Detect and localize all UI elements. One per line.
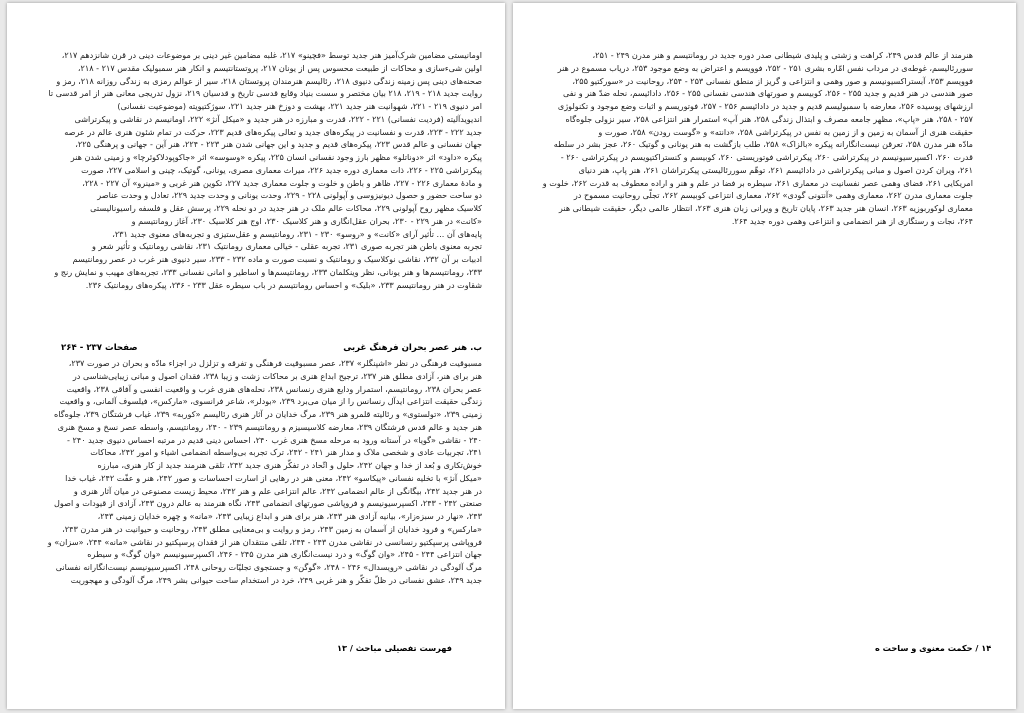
text-line: ۲۴۱، تجربیات عادی و شخصی ملاک و مدار هنر ۲۴۱ - ۲۴۲، ترک تجربه بی‌واسطه انضمامی اشیاء و امور ۲۴۲، محاکات <box>90 447 482 458</box>
text-line: پایه‌های آن ... تأثیر آرای «کانت» و «روسو» ۲۳۰ - ۲۳۱، رومانتیسم و عقل‌ستیزی و تجربه‌های معنوی جدید ۲۳۱، <box>112 228 482 239</box>
text-line: حقیقت هنری از آسمان به زمین و از زمین به نفس در پیکرتراشی ۲۵۸، «دانته» و «گوست رودن» ۲۵۸، صورت و <box>598 126 973 137</box>
text-line: هنر برای هنر، آزادی مطلق هنر ۲۳۷، ترجیح ابداع هنری بر محاکات زشت و زیبا ۲۳۸، فقدان اصول و مبانی زیبایی‌شناسی در <box>72 370 482 381</box>
section-heading-title: ب. هنر عصر بحران فرهنگ غربی <box>343 343 482 353</box>
text-line: «مارکس» و فرود خدایان از آسمان به زمین ۲۴۳، رمز و روایت و بی‌معنایی مطلق ۲۴۳، روحانیت و حیوانیت در هنر مدرن ۲۴۳، <box>62 523 482 534</box>
text-line: جدید ۲۴۹، عشق نفسانی در ظلّ تفکّر و هنر غربی ۲۴۹، خرد در استخدام ساحت حیوانی بشر ۲۴۹، مرگ آلودگی و مهجوریت <box>70 574 482 585</box>
text-line: صور هندسی در هنر قدیم و جدید ۲۵۵ - ۲۵۶، کوبیسم و صورتهای هندسی نفسانی ۲۵۵ - ۲۵۶، دادائیسم، نحله ضدّ هنر و نفی <box>563 88 973 99</box>
text-line: جهان نفسانی و عالم قدس ۲۲۳، پیکره‌های قدیم و جدید و این جهانی شدن هنر ۲۲۳ - ۲۲۴، هنر آین - جهانی و پرهنگی ۲۲۵، <box>75 139 482 150</box>
text-line: صنعتی ۲۴۲ - ۲۴۳، اکسپرسیونیسم و فروپاشی صورتهای انضمامی ۲۴۳، نگاه هنرمند به عالم درون ۲۴۳، آزادی از قیودات و اصول <box>54 498 482 509</box>
text-line: کلاسیک مظهر روح آپولونی ۲۲۹، محاکات عالم ملک در هنر جدید در دو نحله ۲۲۹، پرسش عقل و فلسفه راسیونالیستی <box>90 203 482 213</box>
text-line: هنر جدید و عالم قدس فرشتگان ۲۳۹، معارضه کلاسیسیزم و رومانتیسم ۲۳۹ - ۲۴۰، رومانتیسم، واسطه عصر نسخ و مسخ هنری <box>57 421 482 432</box>
text-line: خوش‌تکاری و بُعد از خدا و جهان ۲۴۲، حلول و اتّحاد در تفکّر هنری جدید ۲۴۲، تلقی هنرمند جدید از کار هنری، مبارزه <box>97 460 482 470</box>
text-line: ۲۴۳، «نهار در سبزه‌زار»، بیانیه آزادی هنر ۲۴۳، هنر برای هنر و ابداع زیبایی ۲۴۳، «مانه» و چهره خدایان زمینی ۲۴۳، <box>97 511 482 521</box>
text-line: در هنر جدید ۲۴۲، بیگانگی از عالم انضمامی ۲۴۲، عالم انتزاعی علم و هنر ۲۴۲، محیط زیست مصنوعی در میان آثار هنری و <box>73 485 482 496</box>
text-line: هنرمند از عالم قدس ۲۴۹، کراهت و زشتی و پلیدی شیطانی صدر دوره جدید در رومانتیسم و هنر مدرن ۲۴۹ - ۲۵۱، <box>592 50 973 60</box>
text-line: اولین شیء‌سازی و محاکات از طبیعت محسوس پس از یونان ۲۱۷، پروتستانتیسم و انکار هنر سمبولیک مقدس ۲۱۷ - ۲۱۸، <box>77 62 482 73</box>
right-paragraph-1 <box>542 49 973 228</box>
text-line: جلوت معماری مدرن ۲۶۲، معماری وهمی «آنتونی گودی» ۲۶۲، معماری انتزاعی کوبیسم ۲۶۲، تجلّی روحانیت مسموح در <box>573 190 973 201</box>
left-page-footer: فهرست تفصیلی مباحث / ۱۳ <box>337 643 453 653</box>
text-line: پیکره «داود» اثر «دوناتلو» مظهر بارز وجود نفسانی انسان ۲۲۵، پیکره «وسوسه» اثر «جاکوپودلاکوئرچا» و زمینی شدن هنر <box>70 152 482 162</box>
text-line: ارزشهای پوسیده ۲۵۶، معارضه با سمبولیسم قدیم و جدید در دادائیسم ۲۵۶ - ۲۵۷، فوتوریسم و اثبات وضع موجود و تکنولوژی <box>557 101 973 111</box>
text-line: ادبیات بر آن ۲۳۲، نقاشی نوکلاسیک و رومانتیک و نسبت صورت و ماده ۲۳۲ - ۲۳۳، سیر دنیوی هنر غرب در عصر رومانتیسم <box>72 254 482 264</box>
text-line: روایت جدید ۲۱۸ - ۲۱۹، ۲۱۸ بیان مختصر و سست بنیاد وقایع قدسی تاریخ و قدسیان ۲۱۹، نزول تدریجی معانی هنر از امر قدسی تا <box>48 88 482 99</box>
text-line: زمینی ۲۳۹، «تولستوی» و رئالیته قلمرو هنر ۲۳۹، مرگ خدایان در آثار هنری رئالیسم «کوربه» ۲۳۹، غیاب فرشتگان ۲۳۹، جلوه‌گاه <box>54 409 482 419</box>
left-paragraph-2 <box>47 357 482 587</box>
text-line: عصر بحران ۲۳۸، رومانتیسم، استمرار ودایع هنری رنسانس ۲۳۸، نحله‌های هنری غرب و واقعیت انفسی و آفاقی ۲۳۸، واقعیت <box>66 383 482 394</box>
section-heading <box>61 343 482 353</box>
text-line: «کانت» در هنر ۲۲۹ - ۲۳۰، بحران عقل‌انگاری و هنر کلاسیک ۲۳۰، اوج هنر کلاسیک ۲۳۰، آغاز رومانتیسم و <box>131 215 482 226</box>
text-line: مادّه هنر مدرن ۲۵۸، تعرقن نیست‌انگارانه پیکره «بالزاک» ۲۵۸، طلب بازگشت به هنر یونانی و گوتیک ۲۶۰، عجز بشر در سلطه <box>553 139 973 150</box>
section-heading-pages: صفحات ۲۳۷ - ۲۶۴ <box>61 343 138 353</box>
text-line: معماری لوکوربوزیه ۲۶۳، انسان هنر جدید ۲۶۳، پایان تاریخ و ویرانی زبان هنری ۲۶۳، انتظار عالمی دیگر، حقیقت شیطانی هنر <box>558 203 973 213</box>
text-line: اندیویدآلیته (فردیت نفسانی) ۲۲۱ - ۲۲۲، قدرت و مبارزه در هنر جدید و «میکل آنژ» ۲۲۲، اومانیسم در نقاشی و پیکرتراشی <box>74 113 482 124</box>
left-paragraph-1 <box>48 49 482 291</box>
text-line: امریکایی ۲۶۱، فضای وهمی عصر نفسانیت در معماری ۲۶۱، سیطره بر فضا در علم و هنر و اراده معطوف به قدرت ۲۶۲، خلوت و <box>542 177 973 188</box>
text-line: تجربه معنوی باطن هنر تجربه صوری ۲۳۱، تجربه عقلی - خیالی معماری رومانتیک ۲۳۱، نقاشی رومانتیک و تأثیر شعر و <box>91 241 482 252</box>
text-line: صحنه‌های دینی پس زمینه زندگی دنیوی ۲۱۸، رئالیسم هنرمندان پروتستان ۲۱۸، سیر از عوالم رمزی به زندگی روزانه ۲۱۸، رمز و <box>56 75 482 86</box>
text-line: شقاوت در هنر رومانتیسم ۲۳۳، «بلیک» و احساس رومانتیسم در باب سیطره عقل ۲۳۳ - ۲۳۶، پیکره‌های رومانتیک ۲۳۶. <box>85 279 482 290</box>
text-line: جهان انتزاعی ۲۴۴ - ۲۴۵، «وان گوگ» و درد نیست‌انگاری هنر مدرن ۲۴۵ - ۲۴۶، اکسپرسیونیسم «وان گوگ» و سیطره <box>87 549 482 560</box>
text-line: «میکل آنژ» با تخلیه نفسانی «پیکاسو» ۲۴۲، معنی هنر در رهایی از اسارت احساسات و صور ۲۴۲، هنر و عفّت ۲۴۲، غیاب خدا <box>65 472 482 483</box>
right-page <box>513 3 1016 709</box>
text-line: ۲۳۳، رومانتیسم‌ها و هنر یونانی، نظر وینکلمان ۲۳۳، رومانتیسم‌ها و اساطیر و امانی نفسانی ۲۳۳، تجربه‌های مهیب و نمایش رنج و <box>54 266 482 277</box>
text-line: امر دنیوی ۲۱۹ - ۲۲۱، شهوانیت هنر جدید ۲۲۱، بهشت و دوزخ هنر جدید ۲۲۱، سوژکتیویته (موضوعیت نفسانی) <box>117 101 482 111</box>
text-line: ۲۵۷ - ۲۵۸، هنر «پاپ»، مظهر جامعه مصرف و ابتذال زندگی ۲۵۸، هنر آپ» استمرار هنر انتزاعی ۲۵۸، سیر نزولی جلوه‌گاه <box>565 113 973 124</box>
text-line: زندگی حقیقت انتزاعی ایدآل رنسانس را از میان می‌برد ۲۳۹، «بودلر»، شاعر فرانسوی، «مارکس»، فیلسوف آلمانی، و واقعیت <box>59 396 482 407</box>
text-line: ۲۴۰ - نقاشی «گویا» در آستانه ورود به مرحله مسخ هنری غرب ۲۴۰، احساس دینی قدیم در مرتبه احساس دنیوی جدید ۲۴۰ - <box>67 434 482 445</box>
text-line: فروپاشی پرسپکتیو رنسانسی در نقاشی مدرن ۲۴۳ - ۲۴۴، تلقی منتقدان هنر از فقدان پرسپکتیو در نقاشی «مانه» ۲۴۴، «سزان» و <box>47 536 482 547</box>
text-line: سوررئالیسم، غوطه‌ی در مرداب نفس امّاره بشری ۲۵۱ - ۲۵۲، فوویسم و اعتراض به وضع موجود ۲۵۳، دریاب مسموع در هنر <box>557 62 973 73</box>
text-line: پیکرتراشی ۲۲۵ - ۲۲۶، ذات معماری دوره جدید ۲۲۶، میراث معماری مصری، یونانی، گوتیک، چینی و اسلامی ۲۲۷، صورت <box>81 164 482 175</box>
text-line: مرگ آلودگی در نقاشی «رویسدال» ۲۴۶ - ۲۴۸، «گوگن» و جستجوی تجلیّات روحانی ۲۴۸، اکسپرسیونیسم نیست‌انگارانه نفسانی <box>55 562 482 572</box>
right-page-footer: ۱۴ / حکمت معنوی و ساحت ه <box>875 643 992 653</box>
text-line: ۲۶۴، نجات و رستگاری از هنر انضمامی و انتزاعی وهمی دوره جدید ۲۶۴. <box>731 215 973 226</box>
text-line: دو ساحت حضور و حصول دیونیزوسی و آپولونی ۲۲۸ - ۲۲۹، وحدت یونانی و وحدت جدید ۲۲۹، تعادل و وحدت عناصر <box>97 190 482 201</box>
text-line: مسبوقیت فرهنگی در نظر «اشپنگلر» ۲۳۷، عصر مسبوقیت فرهنگی و تفرقه و تزلزل در اجزاء مادّه و بحران در صورت ۲۳۷، <box>68 358 482 368</box>
text-line: قدرت ۲۶۰، اکسپرسیونیسم در پیکرتراشی ۲۶۰، پیکرتراشی فوتوریستی ۲۶۰، کوبیسم و کنستراکتیویسم در پیکرتراشی ۲۶۰ - <box>560 152 973 162</box>
text-line: ۲۶۱، ویران کردن اصول و مبانی پیکرتراشی در دادائیسم ۲۶۱، توهّم سوررئالیستی پیکرتراشان ۲۶۱، هنر پاپ، هنر دنیای <box>578 164 973 175</box>
left-page <box>7 3 505 709</box>
text-line: و مادهٔ معماری ۲۲۶ - ۲۲۷، ظاهر و باطن و خلوت و جلوت معماری جدید ۲۲۷، تکوین هنر غربی و «مینرو» آن ۲۲۷ - ۲۲۸، <box>82 177 482 188</box>
text-line: جدید ۲۲۲ - ۲۲۳، قدرت و نفسانیت در پیکره‌های جدید و تعالی پیکره‌های قدیم ۲۲۳، حرکت در تمام شئون هنری عالم در عرصه <box>64 126 482 137</box>
text-line: اومانیستی مضامین شرک‌آمیز هنر جدید توسط «فچینو» ۲۱۷، غلبه مضامین غیر دینی بر موضوعات دینی در قرن شانزدهم ۲۱۷، <box>61 50 482 60</box>
text-line: فوویسم ۲۵۳، آبستراکسیونیسم و صور وهمی و انتزاعی و گریز از منطق نفسانی ۲۵۳ - ۲۵۴، روحانیت در «سورکتیو ۲۵۵، <box>572 75 973 86</box>
